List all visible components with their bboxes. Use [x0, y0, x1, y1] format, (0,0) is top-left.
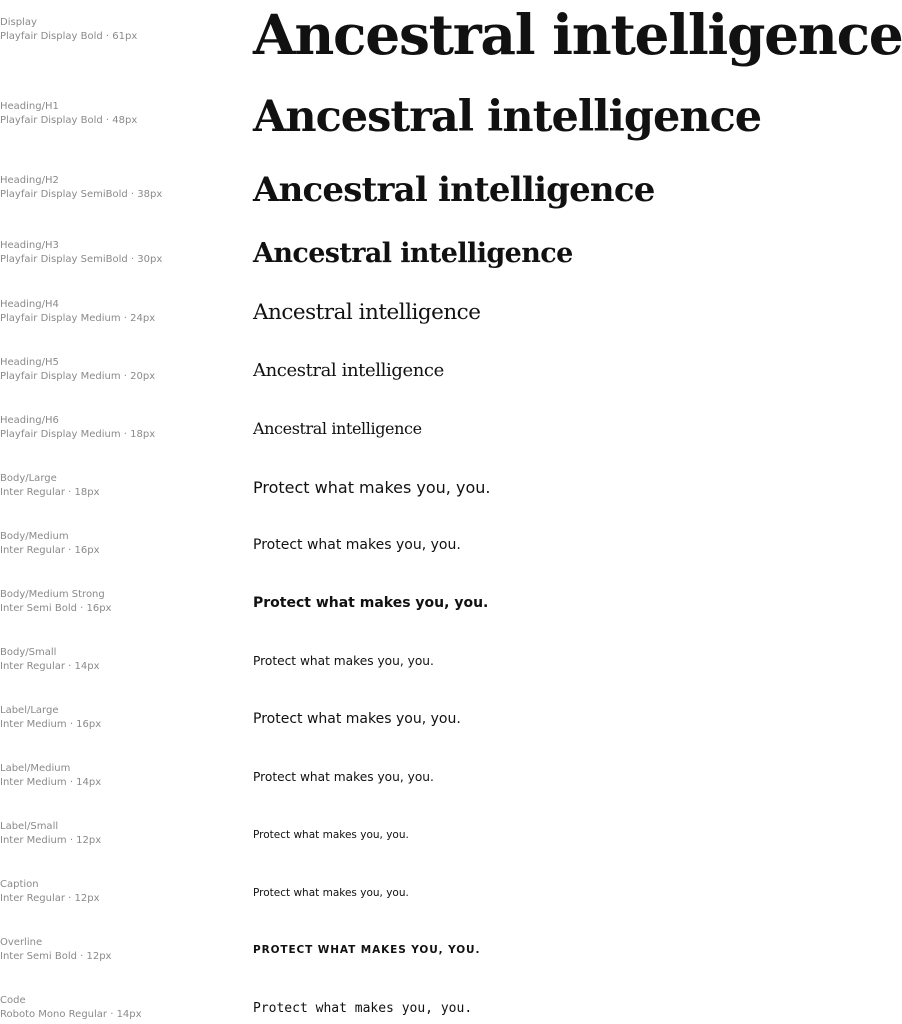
style-font-spec: Inter Semi Bold · 12px	[0, 951, 112, 962]
style-font-spec: Inter Regular · 18px	[0, 487, 100, 498]
style-font-spec: Playfair Display Medium · 18px	[0, 429, 156, 440]
type-sample: Protect what makes you, you.	[253, 1001, 473, 1016]
style-font-spec: Playfair Display SemiBold · 38px	[0, 189, 163, 200]
style-spec-label	[0, 16, 137, 44]
style-name: Heading/H2	[0, 175, 59, 186]
style-name: Heading/H5	[0, 357, 59, 368]
style-font-spec: Roboto Mono Regular · 14px	[0, 1009, 142, 1020]
type-sample: Protect what makes you, you.	[253, 654, 434, 668]
style-font-spec: Inter Semi Bold · 16px	[0, 603, 112, 614]
type-sample: Ancestral intelligence	[253, 300, 481, 325]
type-sample: Ancestral intelligence	[253, 419, 422, 438]
type-sample: Ancestral intelligence	[253, 2, 902, 67]
style-font-spec: Playfair Display Bold · 48px	[0, 115, 138, 126]
style-name: Body/Small	[0, 647, 57, 658]
type-sample: Protect what makes you, you.	[253, 711, 461, 727]
style-name: Heading/H6	[0, 415, 59, 426]
style-spec-label	[0, 100, 137, 128]
type-sample: PROTECT WHAT MAKES YOU, YOU.	[253, 944, 481, 956]
style-spec-label	[0, 936, 111, 964]
style-spec-label	[0, 530, 100, 558]
style-font-spec: Playfair Display Bold · 61px	[0, 31, 138, 42]
type-sample: Ancestral intelligence	[253, 238, 573, 269]
style-spec-label	[0, 994, 142, 1022]
style-name: Body/Medium Strong	[0, 589, 105, 600]
style-spec-label	[0, 878, 100, 906]
style-name: Display	[0, 17, 37, 28]
style-spec-label	[0, 174, 162, 202]
type-sample: Protect what makes you, you.	[253, 887, 409, 899]
style-spec-label	[0, 414, 155, 442]
style-name: Overline	[0, 937, 43, 948]
type-sample: Protect what makes you, you.	[253, 478, 491, 497]
style-name: Caption	[0, 879, 39, 890]
style-font-spec: Inter Regular · 16px	[0, 545, 100, 556]
type-sample: Ancestral intelligence	[253, 360, 444, 381]
style-spec-label	[0, 646, 100, 674]
style-font-spec: Inter Medium · 14px	[0, 777, 102, 788]
style-font-spec: Playfair Display Medium · 24px	[0, 313, 156, 324]
style-font-spec: Playfair Display SemiBold · 30px	[0, 254, 163, 265]
style-name: Body/Medium	[0, 531, 69, 542]
style-font-spec: Inter Regular · 14px	[0, 661, 100, 672]
style-name: Body/Large	[0, 473, 57, 484]
style-name: Heading/H4	[0, 299, 59, 310]
style-spec-label	[0, 298, 155, 326]
type-sample: Ancestral intelligence	[253, 170, 655, 210]
type-sample: Ancestral intelligence	[253, 92, 762, 142]
style-spec-label	[0, 356, 155, 384]
style-font-spec: Inter Medium · 16px	[0, 719, 102, 730]
style-font-spec: Playfair Display Medium · 20px	[0, 371, 156, 382]
style-spec-label	[0, 588, 111, 616]
style-name: Code	[0, 995, 26, 1006]
type-sample: Protect what makes you, you.	[253, 595, 489, 611]
style-spec-label	[0, 704, 101, 732]
style-name: Label/Small	[0, 821, 59, 832]
style-spec-label	[0, 820, 101, 848]
type-sample: Protect what makes you, you.	[253, 770, 434, 784]
style-spec-label	[0, 239, 162, 267]
style-spec-label	[0, 762, 101, 790]
style-spec-label	[0, 472, 100, 500]
style-font-spec: Inter Regular · 12px	[0, 893, 100, 904]
style-name: Label/Medium	[0, 763, 71, 774]
type-sample: Protect what makes you, you.	[253, 829, 409, 841]
style-name: Heading/H1	[0, 101, 59, 112]
style-font-spec: Inter Medium · 12px	[0, 835, 102, 846]
style-name: Heading/H3	[0, 240, 59, 251]
type-sample: Protect what makes you, you.	[253, 537, 461, 553]
style-name: Label/Large	[0, 705, 59, 716]
